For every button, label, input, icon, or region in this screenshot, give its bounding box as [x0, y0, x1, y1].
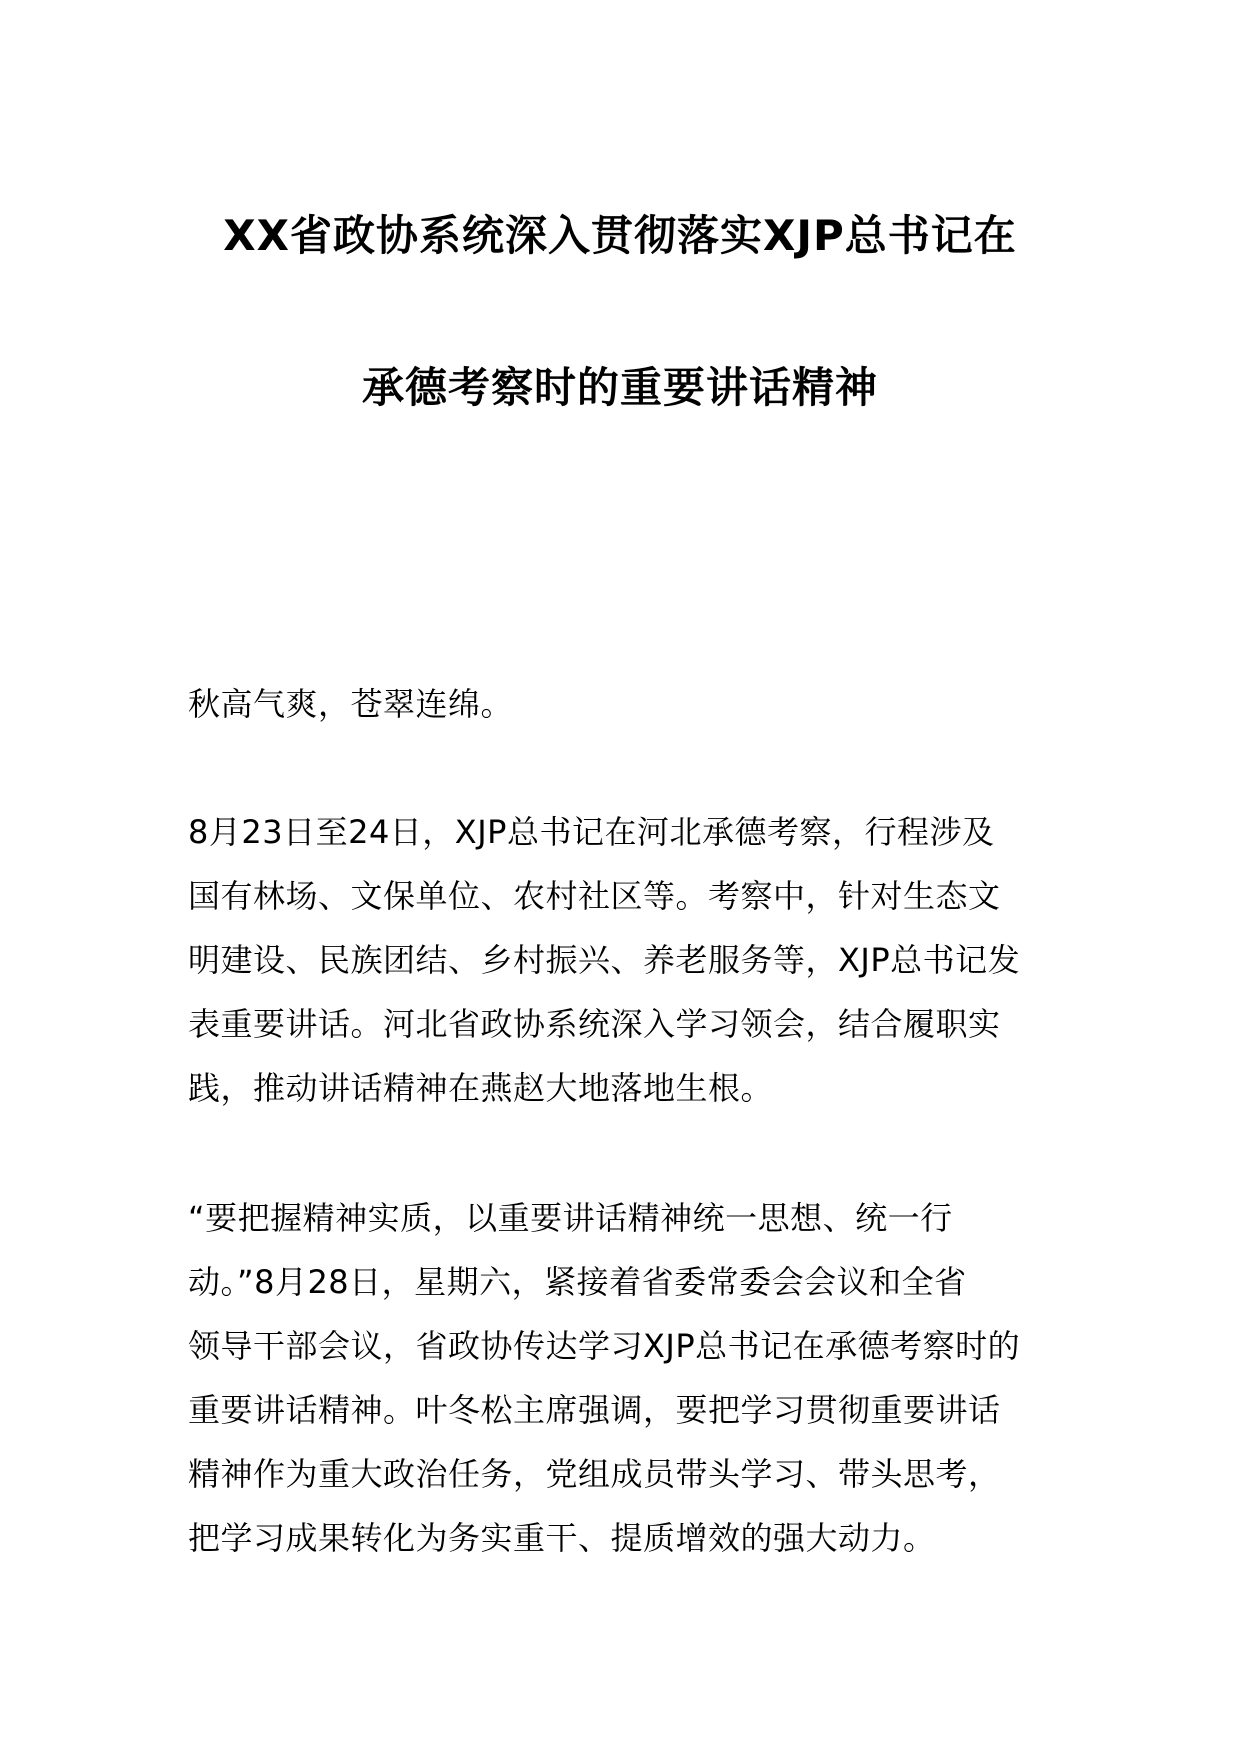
document-title-line-2: 承德考察时的重要讲话精神 — [361, 363, 878, 412]
paragraph-line: 把学习成果转化为务实重干、提质增效的强大动力。 — [188, 1519, 936, 1557]
paragraph-line: 践，推动讲话精神在燕赵大地落地生根。 — [188, 1069, 774, 1107]
paragraph-line: 精神作为重大政治任务，党组成员带头学习、带头思考， — [188, 1455, 1001, 1493]
paragraph-line: 重要讲话精神。叶冬松主席强调，要把学习贯彻重要讲话 — [188, 1391, 1001, 1429]
paragraph-line: 明建设、民族团结、乡村振兴、养老服务等，XJP总书记发 — [188, 941, 1021, 979]
paragraph-line: 国有林场、文保单位、农村社区等。考察中，针对生态文 — [188, 877, 1001, 915]
paragraph-line: 秋高气爽，苍翠连绵。 — [188, 685, 514, 723]
paragraph-3 — [188, 1186, 1054, 1570]
paragraph-line: 领导干部会议，省政协传达学习XJP总书记在承德考察时的 — [188, 1327, 1021, 1365]
paragraph-line: 动。”8月28日，星期六，紧接着省委常委会会议和全省 — [188, 1263, 967, 1301]
paragraph-1 — [188, 672, 1054, 736]
paragraph-line: 表重要讲话。河北省政协系统深入学习领会，结合履职实 — [188, 1005, 1001, 1043]
paragraph-2 — [188, 800, 1054, 1120]
paragraph-line: 8月23日至24日，XJP总书记在河北承德考察，行程涉及 — [188, 813, 995, 851]
paragraph-line: “要把握精神实质，以重要讲话精神统一思想、统一行 — [188, 1199, 953, 1237]
document-title-line-1: XX省政协系统深入贯彻落实XJP总书记在 — [223, 211, 1017, 260]
